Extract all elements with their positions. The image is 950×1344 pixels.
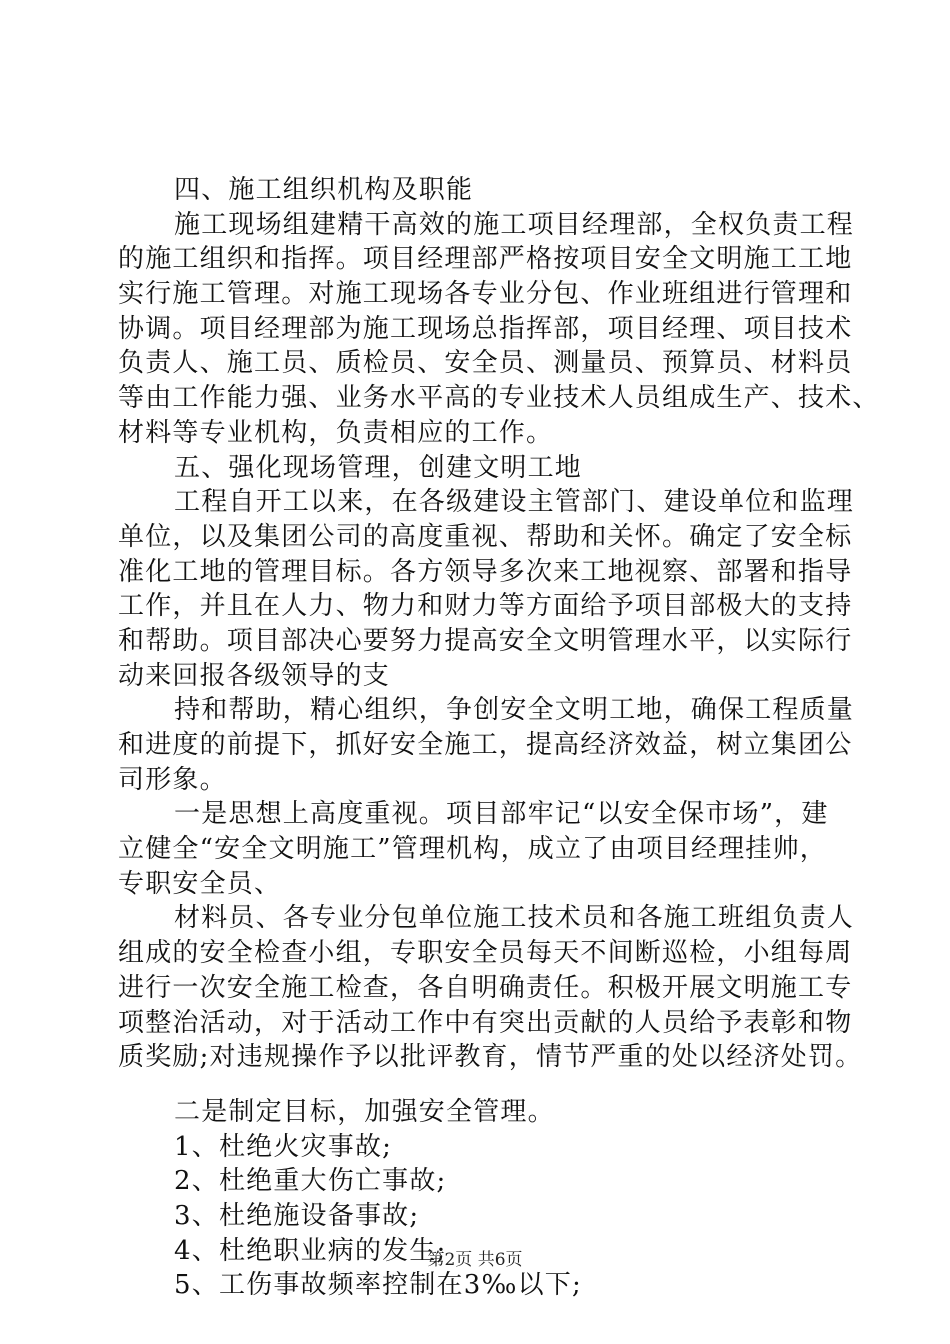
text-line: 单位，以及集团公司的高度重视、帮助和关怀。确定了安全标	[118, 521, 853, 552]
text-line: 材料等专业机构，负责相应的工作。	[118, 417, 554, 448]
text-line: 进行一次安全施工检查，各自明确责任。积极开展文明施工专	[118, 972, 853, 1003]
text-line: 协调。项目经理部为施工现场总指挥部，项目经理、项目技术	[118, 313, 853, 344]
text-line: 工作，并且在人力、物力和财力等方面给予项目部极大的支持	[118, 591, 853, 622]
goal-list	[118, 1095, 838, 1303]
text-line: 施工现场组建精干高效的施工项目经理部，全权负责工程	[174, 209, 855, 240]
document-body	[118, 173, 880, 1303]
text-line: 的施工组织和指挥。项目经理部严格按项目安全文明施工工地	[118, 244, 853, 275]
list-item: 2、杜绝重大伤亡事故;	[174, 1166, 447, 1197]
text-line: 负责人、施工员、质检员、安全员、测量员、预算员、材料员	[118, 348, 853, 379]
list-item: 1、杜绝火灾事故;	[174, 1131, 393, 1162]
list-item: 3、杜绝施设备事故;	[174, 1200, 420, 1231]
text-line: 工程自开工以来，在各级建设主管部门、建设单位和监理	[174, 487, 855, 518]
text-line: 动来回报各级领导的支	[118, 660, 391, 691]
paragraph-block	[118, 173, 880, 1075]
list-item: 5、工伤事故频率控制在3‰以下;	[174, 1270, 582, 1301]
text-line: 和进度的前提下，抓好安全施工，提高经济效益，树立集团公	[118, 730, 853, 760]
text-line: 和帮助。项目部决心要努力提高安全文明管理水平，以实际行	[118, 625, 853, 656]
text-line: 四、施工组织机构及职能	[174, 175, 474, 205]
text-line: 质奖励;对违规操作予以批评教育，情节严重的处以经济处罚。	[118, 1042, 863, 1073]
text-line: 实行施工管理。对施工现场各专业分包、作业班组进行管理和	[118, 279, 853, 310]
list-item: 二是制定目标，加强安全管理。	[174, 1096, 555, 1127]
text-line: 五、强化现场管理，创建文明工地	[174, 452, 583, 483]
text-line: 组成的安全检查小组，专职安全员每天不间断巡检，小组每周	[118, 938, 853, 969]
page-footer: 第2页 共6页	[427, 1250, 523, 1270]
text-line: 等由工作能力强、业务水平高的专业技术人员组成生产、技术、	[118, 383, 880, 414]
text-line: 材料员、各专业分包单位施工技术员和各施工班组负责人	[174, 903, 855, 934]
text-line: 项整治活动，对于活动工作中有突出贡献的人员给予表彰和物	[118, 1007, 853, 1038]
text-line: 准化工地的管理目标。各方领导多次来工地视察、部署和指导	[118, 556, 853, 587]
paragraph-gap	[118, 1075, 838, 1095]
text-line: 司形象。	[118, 764, 227, 795]
text-line: 立健全“安全文明施工”管理机构，成立了由项目经理挂帅，	[118, 834, 827, 865]
text-line: 持和帮助，精心组织，争创安全文明工地，确保工程质量	[174, 695, 855, 726]
text-line: 专职安全员、	[118, 868, 282, 899]
text-line: 一是思想上高度重视。项目部牢记“以安全保市场”，建	[174, 799, 829, 830]
list-item: 4、杜绝职业病的发生;	[174, 1235, 447, 1266]
